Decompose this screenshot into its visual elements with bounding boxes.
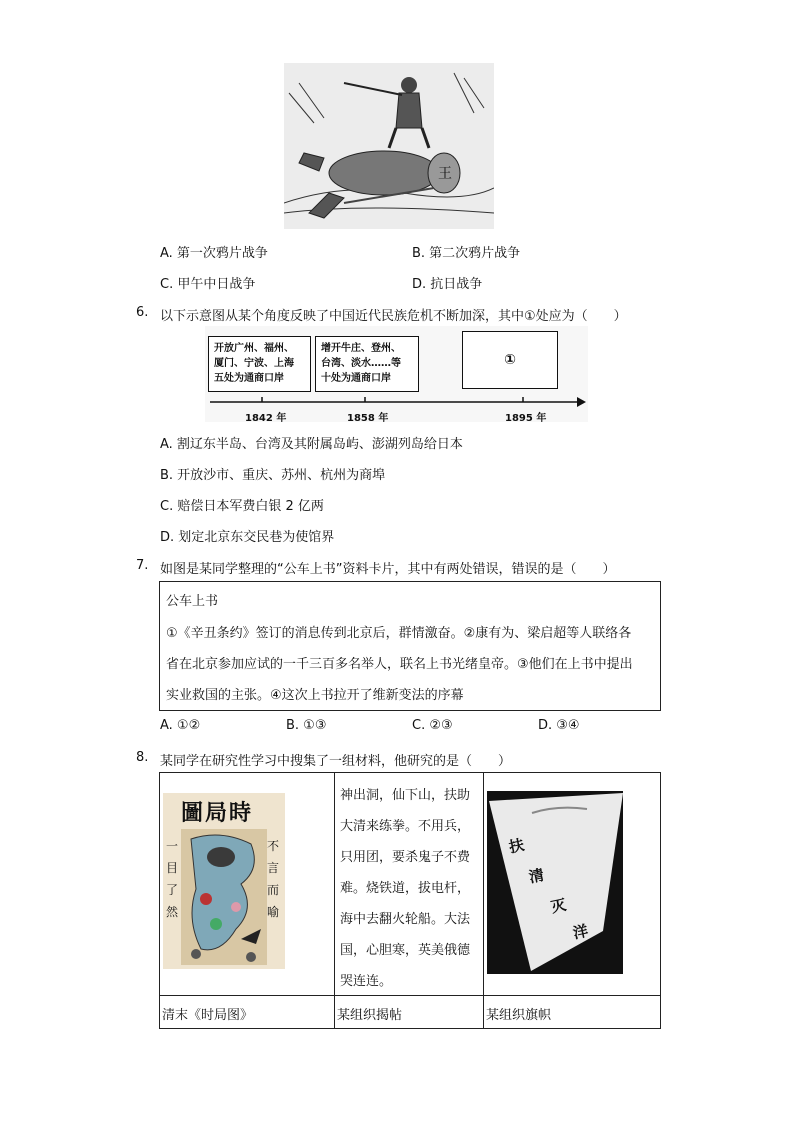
q7-option-b[interactable]: B. ①③ [286, 718, 327, 733]
flag-shape-icon [487, 791, 623, 974]
card-line: ①《辛丑条约》签订的消息传到北京后，群情激奋。②康有为、梁启超等人联络各 [166, 626, 632, 641]
timeline-year-1858: 1858 年 [347, 413, 389, 424]
timeline-box-1842-line: 开放广州、福州、 [214, 343, 294, 354]
q6-number: 6. [136, 305, 149, 320]
q6-option-a[interactable]: A. 割辽东半岛、台湾及其附属岛屿、澎湖列岛给日本 [160, 437, 463, 452]
map-char: 言 [267, 861, 280, 875]
poem-line: 神出洞，仙下山，扶助 [340, 788, 471, 803]
map-char: 喻 [267, 905, 280, 919]
flag-char: 扶 [507, 835, 526, 857]
q7-info-card [159, 581, 661, 711]
q8-question-text: 某同学在研究性学习中搜集了一组材料，他研究的是（ ） [160, 754, 512, 769]
q7-option-a[interactable]: A. ①② [160, 718, 201, 733]
poem-line: 只用团，要杀鬼子不费 [340, 850, 471, 865]
boxer-flag-image [487, 791, 623, 974]
caption-shiju-map: 清末《时局图》 [162, 1008, 254, 1023]
caption-poster: 某组织揭帖 [337, 1008, 403, 1023]
timeline-box-1858-line: 增开牛庄、登州、 [321, 343, 401, 354]
card-title: 公车上书 [166, 594, 219, 609]
q7-question-text: 如图是某同学整理的“公车上书”资料卡片，其中有两处错误，错误的是（ ） [160, 562, 616, 577]
card-line: 实业救国的主张。④这次上书拉开了维新变法的序幕 [166, 688, 464, 703]
map-char: 目 [166, 861, 179, 875]
timeline-arrow [205, 396, 588, 408]
poem-line: 哭连连。 [340, 974, 393, 989]
flag-char: 洋 [571, 921, 590, 943]
timeline-box-1895 [462, 331, 558, 389]
q6-option-b[interactable]: B. 开放沙市、重庆、苏州、杭州为商埠 [160, 468, 386, 483]
cartoon-samurai-vs-warrior-icon [284, 63, 494, 229]
flag-char: 灭 [549, 895, 568, 917]
map-right-text [267, 835, 281, 923]
timeline-blank-marker: ① [504, 352, 516, 368]
timeline-box-1858-line: 十处为通商口岸 [321, 373, 391, 384]
card-line: 省在北京参加应试的一千三百多名举人，联名上书光绪皇帝。③他们在上书中提出 [166, 657, 633, 672]
table-divider [483, 773, 484, 1029]
q5-option-b[interactable]: B. 第二次鸦片战争 [412, 246, 521, 261]
timeline-year-1842: 1842 年 [245, 413, 287, 424]
cartoon-image [284, 63, 494, 229]
shiju-map-image [163, 793, 285, 969]
map-char: 而 [267, 883, 280, 897]
q6-timeline-diagram [205, 326, 588, 422]
map-char: 了 [166, 883, 179, 897]
timeline-box-1842-line: 厦门、宁波、上海 [214, 358, 294, 369]
map-illustration-icon [181, 829, 267, 965]
q8-materials-table [159, 772, 661, 1029]
map-char: 然 [166, 905, 179, 919]
table-divider [334, 773, 335, 1029]
caption-flag: 某组织旗帜 [486, 1008, 552, 1023]
timeline-box-1842 [208, 336, 311, 392]
q8-number: 8. [136, 750, 149, 765]
q5-option-a[interactable]: A. 第一次鸦片战争 [160, 246, 268, 261]
timeline-year-1895: 1895 年 [505, 413, 547, 424]
map-title: 圖局時 [181, 800, 254, 826]
timeline-box-1858 [315, 336, 419, 392]
map-char: 不 [267, 839, 280, 853]
q5-option-c[interactable]: C. 甲午中日战争 [160, 277, 256, 292]
timeline-box-1842-line: 五处为通商口岸 [214, 373, 284, 384]
q7-number: 7. [136, 558, 149, 573]
map-char: 一 [166, 839, 179, 853]
q5-option-d[interactable]: D. 抗日战争 [412, 277, 483, 292]
map-left-text [166, 835, 180, 923]
poem-line: 大清来练拳。不用兵， [340, 819, 471, 834]
svg-text:王: 王 [438, 166, 452, 182]
q6-option-d[interactable]: D. 划定北京东交民巷为使馆界 [160, 530, 335, 545]
poem-line: 国，心胆寒，英美俄德 [340, 943, 471, 958]
q6-option-c[interactable]: C. 赔偿日本军费白银 2 亿两 [160, 499, 324, 514]
poem-line: 难。烧铁道，拔电杆， [340, 881, 471, 896]
timeline-box-1858-line: 台湾、淡水……等 [321, 358, 401, 369]
q7-option-c[interactable]: C. ②③ [412, 718, 453, 733]
q6-question-text: 以下示意图从某个角度反映了中国近代民族危机不断加深，其中①处应为（ ） [160, 309, 627, 324]
poem-line: 海中去翻火轮船。大法 [340, 912, 471, 927]
q7-option-d[interactable]: D. ③④ [538, 718, 580, 733]
table-divider [160, 995, 661, 996]
flag-char: 清 [527, 865, 546, 887]
